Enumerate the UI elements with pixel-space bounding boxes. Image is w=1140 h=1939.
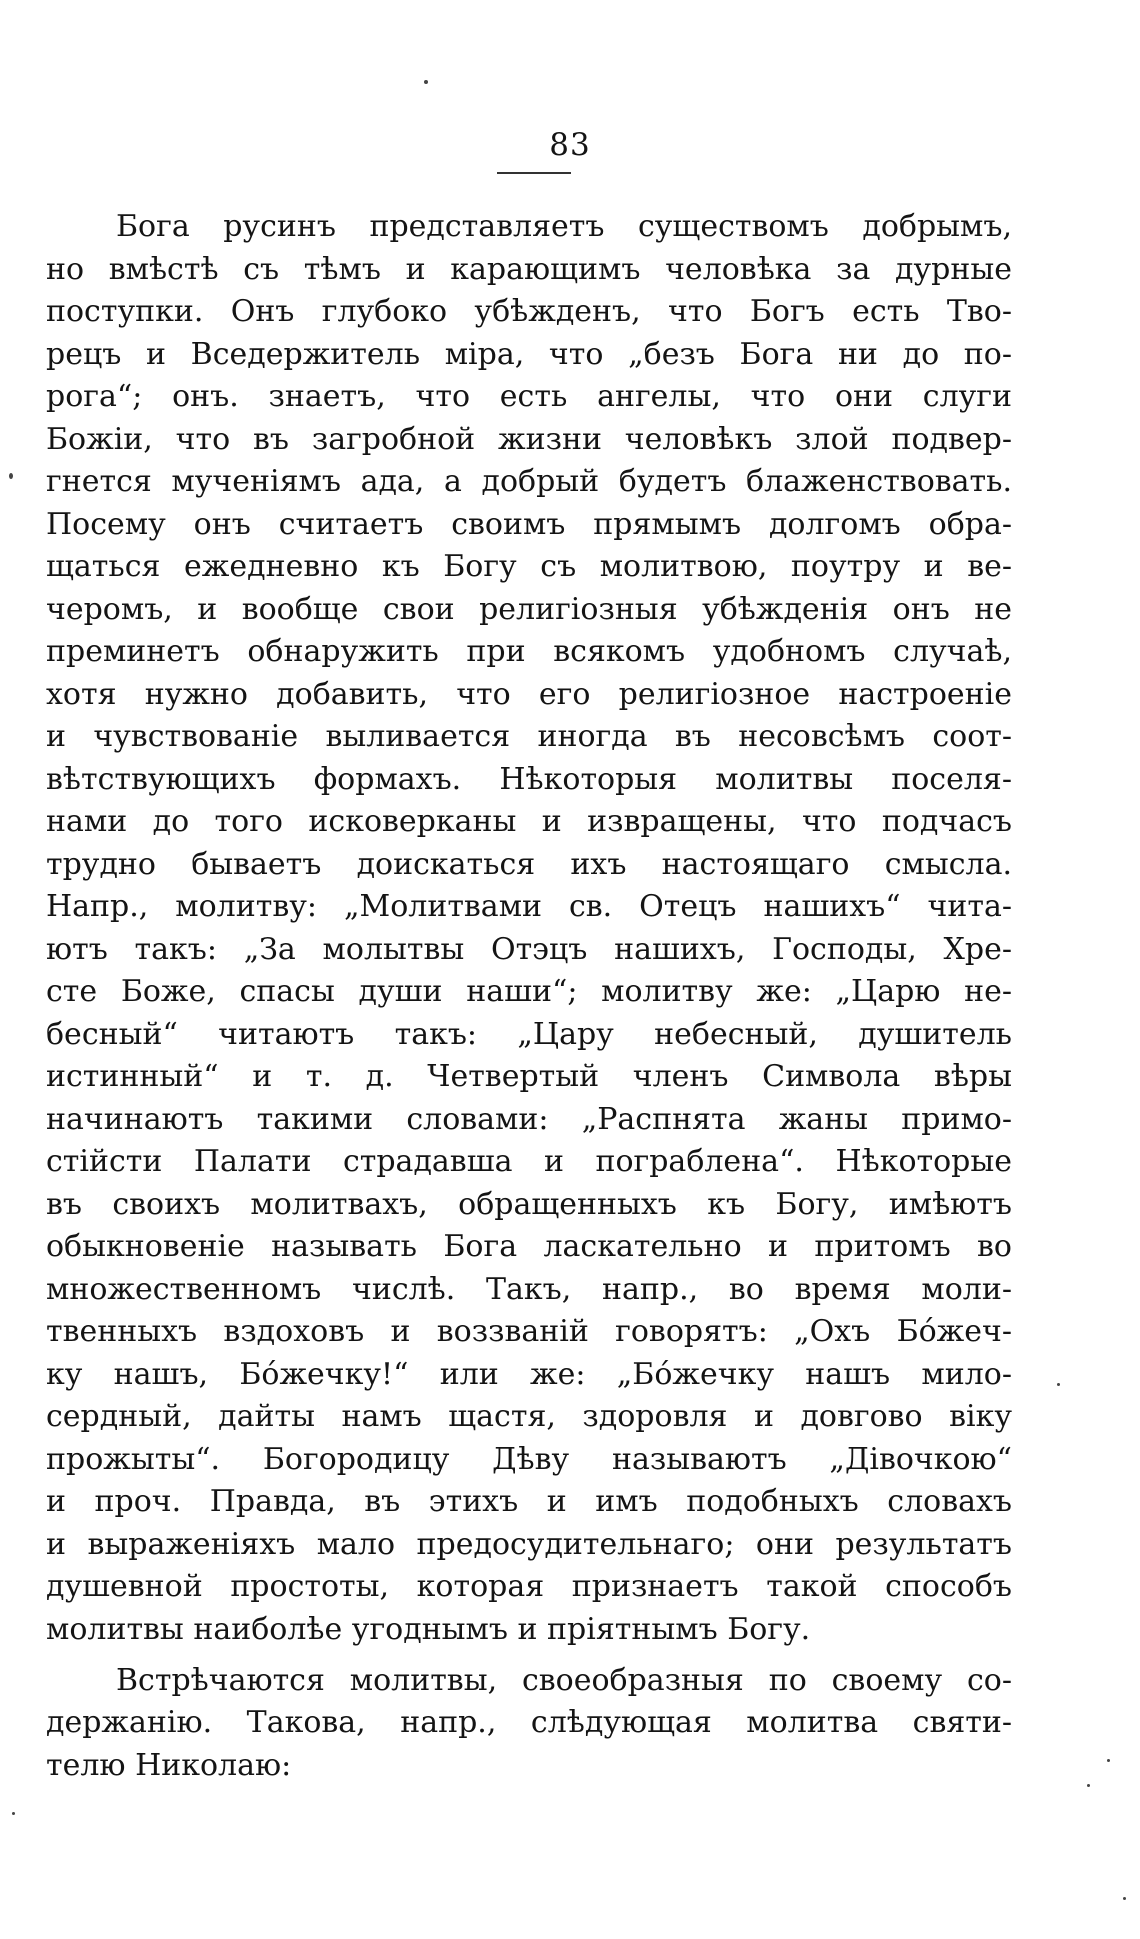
text-line: молитвы наиболѣе угоднымъ и пріятнымъ Богу. xyxy=(46,1612,811,1647)
text-line: поступки. Онъ глубоко убѣжденъ, что Богъ есть Тво- xyxy=(46,294,1012,329)
scan-speck xyxy=(1087,1784,1090,1787)
text-line: Напр., молитву: „Молитвами св. Отецъ нашихъ“ чита- xyxy=(46,889,1012,924)
scan-speck xyxy=(1123,1897,1126,1900)
text-line: нами до того исковерканы и извращены, что подчасъ xyxy=(46,804,1012,839)
text-line: гнется мученіямъ ада, а добрый будетъ блаженствовать. xyxy=(46,464,1012,499)
text-line: начинаютъ такими словами: „Распнята жаны примо- xyxy=(46,1102,1012,1137)
page-number: 83 xyxy=(549,127,591,163)
text-line: и выраженіяхъ мало предосудительнаго; они результатъ xyxy=(46,1527,1012,1562)
text-line: но вмѣстѣ съ тѣмъ и карающимъ человѣка за дурные xyxy=(46,252,1012,287)
text-line: множественномъ числѣ. Такъ, напр., во время моли- xyxy=(46,1272,1012,1307)
text-line: Встрѣчаются молитвы, своеобразныя по своему со- xyxy=(116,1663,1012,1698)
text-line: прожыты“. Богородицу Дѣву называютъ „Дівочкою“ xyxy=(46,1442,1012,1477)
scan-speck xyxy=(1057,1383,1060,1386)
text-line: ку нашъ, Бо́жечку!“ или же: „Бо́жечку нашъ мило- xyxy=(46,1357,1012,1392)
text-line: хотя нужно добавить, что его религіозное настроеніе xyxy=(46,677,1012,712)
text-line: стійсти Палати страдавша и пограблена“. Нѣкоторые xyxy=(46,1144,1012,1179)
text-line: душевной простоты, которая признаетъ такой способъ xyxy=(46,1569,1012,1604)
text-line: держанію. Такова, напр., слѣдующая молитва святи- xyxy=(46,1705,1012,1740)
text-line: сердный, дайты намъ щастя, здоровля и довгово віку xyxy=(46,1399,1012,1434)
text-line: въ своихъ молитвахъ, обращенныхъ къ Богу, имѣютъ xyxy=(46,1187,1012,1222)
text-line: твенныхъ вздоховъ и воззваній говорятъ: „Охъ Бо́жеч- xyxy=(46,1314,1012,1349)
text-line: и проч. Правда, въ этихъ и имъ подобныхъ словахъ xyxy=(46,1484,1012,1519)
text-line: преминетъ обнаружить при всякомъ удобномъ случаѣ, xyxy=(46,634,1012,669)
text-line: рецъ и Вседержитель міра, что „безъ Бога ни до по- xyxy=(46,337,1012,372)
scan-speck xyxy=(9,473,13,479)
text-line: щаться ежедневно къ Богу съ молитвою, поутру и ве- xyxy=(46,549,1012,584)
text-line: вѣтствующихъ формахъ. Нѣкоторыя молитвы поселя- xyxy=(46,762,1012,797)
scan-speck xyxy=(424,80,428,84)
text-line: сте Боже, спасы души наши“; молитву же: „Царю не- xyxy=(46,974,1012,1009)
page-number-rule xyxy=(497,172,571,174)
scan-speck xyxy=(1107,1759,1110,1762)
text-line: черомъ, и вообще свои религіозныя убѣжденія онъ не xyxy=(46,592,1012,627)
text-line: рога“; онъ. знаетъ, что есть ангелы, что они слуги xyxy=(46,379,1012,414)
text-line: и чувствованіе выливается иногда въ несовсѣмъ соот- xyxy=(46,719,1012,754)
text-line: бесный“ читаютъ такъ: „Цару небесный, душитель xyxy=(46,1017,1012,1052)
text-line: обыкновеніе называть Бога ласкательно и притомъ во xyxy=(46,1229,1012,1264)
scan-speck xyxy=(12,1812,15,1815)
text-line: трудно бываетъ доискаться ихъ настоящаго смысла. xyxy=(46,847,1012,882)
text-line: Бога русинъ представляетъ существомъ добрымъ, xyxy=(116,209,1012,244)
text-line: ютъ такъ: „За молытвы Отэцъ нашихъ, Господы, Хре- xyxy=(46,932,1012,967)
text-line: истинный“ и т. д. Четвертый членъ Символа вѣры xyxy=(46,1059,1012,1094)
text-line: Посему онъ считаетъ своимъ прямымъ долгомъ обра- xyxy=(46,507,1012,542)
text-line: Божіи, что въ загробной жизни человѣкъ злой подвер- xyxy=(46,422,1012,457)
text-line: телю Николаю: xyxy=(46,1748,292,1783)
